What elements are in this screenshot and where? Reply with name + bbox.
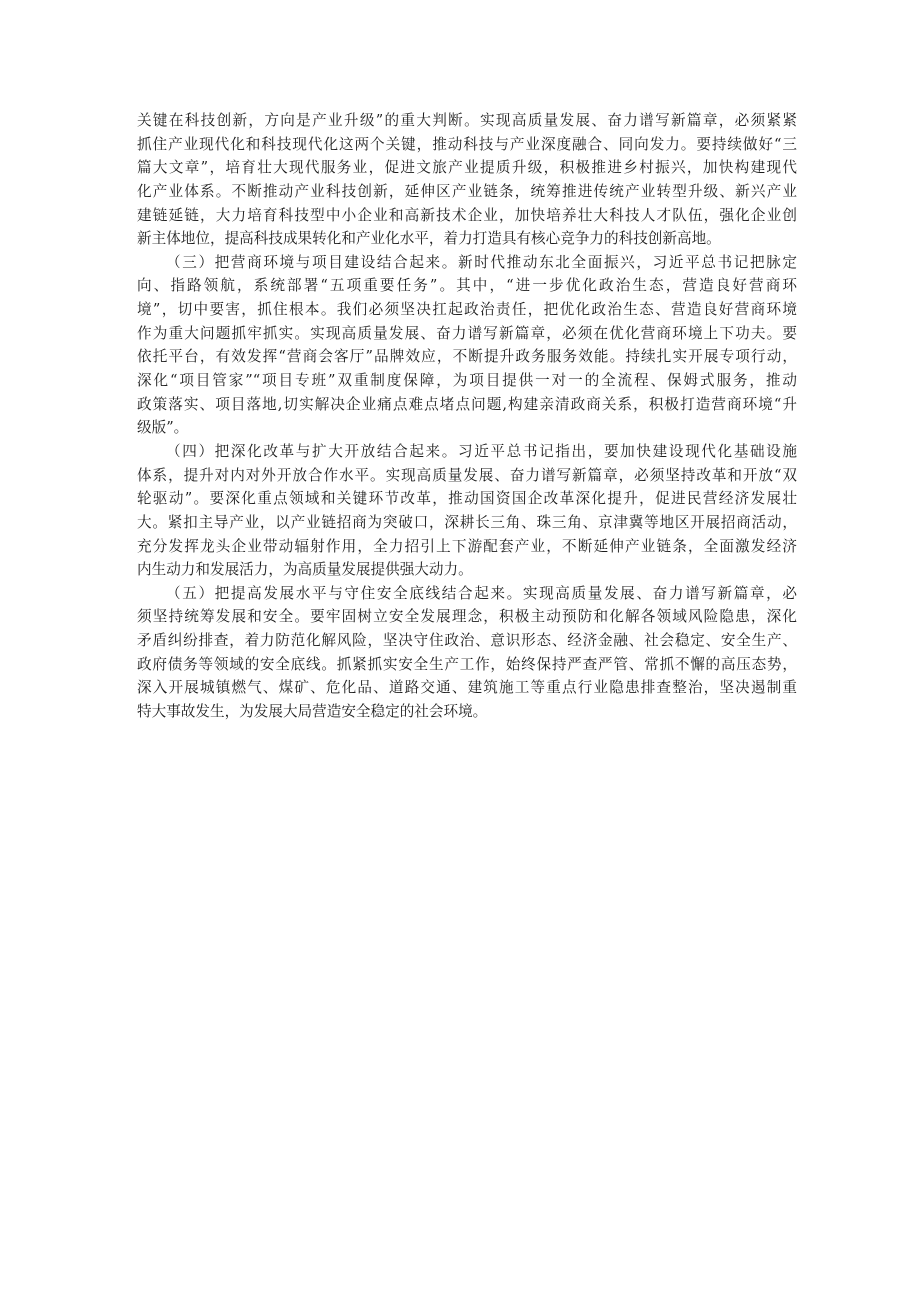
paragraph-line: 新主体地位，提高科技成果转化和产业化水平，着力打造具有核心竞争力的科技创新高地。 [137, 230, 721, 248]
paragraph-line: 矛盾纠纷排查，着力防范化解风险，坚决守住政治、意识形态、经济金融、社会稳定、安全生产、 [137, 632, 797, 650]
paragraph-line: 篇大文章”，培育壮大现代服务业，促进文旅产业提质升级，积极推进乡村振兴，加快构建现代 [137, 159, 797, 177]
paragraph-line: 境”，切中要害，抓住根本。我们必须坚决扛起政治责任，把优化政治生态、营造良好营商环境 [137, 301, 797, 319]
paragraph-industry-upgrade [137, 109, 797, 251]
paragraph-line: 级版”。 [137, 419, 189, 437]
paragraph-reform-opening [137, 440, 797, 582]
paragraph-line: 作为重大问题抓牢抓实。实现高质量发展、奋力谱写新篇章，必须在优化营商环境上下功夫。要 [137, 324, 797, 342]
paragraph-heading-line: （五）把提高发展水平与守住安全底线结合起来。实现高质量发展、奋力谱写新篇章，必 [166, 584, 797, 602]
paragraph-line: 深入开展城镇燃气、煤矿、危化品、道路交通、建筑施工等重点行业隐患排查整治，坚决遏制重 [137, 679, 797, 697]
paragraph-line: 依托平台，有效发挥“营商会客厅”品牌效应，不断提升政务服务效能。持续扎实开展专项行动， [137, 348, 797, 366]
paragraph-safety-bottom-line [137, 582, 797, 724]
paragraph-line: 特大事故发生，为发展大局营造安全稳定的社会环境。 [137, 703, 488, 721]
paragraph-line: 政府债务等领域的安全底线。抓紧抓实安全生产工作，始终保持严查严管、常抓不懈的高压态势， [137, 655, 797, 673]
paragraph-line: 充分发挥龙头企业带动辐射作用，全力招引上下游配套产业，不断延伸产业链条，全面激发经济 [137, 537, 797, 555]
paragraph-line: 化产业体系。不断推动产业科技创新，延伸区产业链条，统筹推进传统产业转型升级、新兴产业 [137, 182, 797, 200]
paragraph-line: 大。紧扣主导产业，以产业链招商为突破口，深耕长三角、珠三角、京津冀等地区开展招商活动， [137, 513, 797, 531]
paragraph-line: 体系，提升对内对外开放合作水平。实现高质量发展、奋力谱写新篇章，必须坚持改革和开放“双 [137, 466, 797, 484]
paragraph-line: 深化“项目管家”“项目专班”双重制度保障，为项目提供一对一的全流程、保姆式服务，推动 [137, 372, 797, 390]
paragraph-heading-line: （三）把营商环境与项目建设结合起来。新时代推动东北全面振兴，习近平总书记把脉定 [166, 253, 797, 271]
paragraph-line: 抓住产业现代化和科技现代化这两个关键，推动科技与产业深度融合、同向发力。要持续做好“三 [137, 135, 797, 153]
paragraph-line: 向、指路领航，系统部署“五项重要任务”。其中，“进一步优化政治生态，营造良好营商环 [137, 277, 797, 295]
paragraph-business-environment [137, 251, 797, 440]
paragraph-line: 轮驱动”。要深化重点领域和关键环节改革，推动国资国企改革深化提升，促进民营经济发展壮 [137, 490, 797, 508]
document-body [137, 109, 797, 724]
paragraph-line: 关键在科技创新，方向是产业升级”的重大判断。实现高质量发展、奋力谱写新篇章，必须紧紧 [137, 112, 797, 129]
paragraph-line: 内生动力和发展活力，为高质量发展提供强大动力。 [137, 561, 473, 579]
paragraph-line: 政策落实、项目落地,切实解决企业痛点难点堵点问题,构建亲清政商关系，积极打造营商环境“升 [137, 395, 797, 413]
paragraph-line: 建链延链，大力培育科技型中小企业和高新技术企业，加快培养壮大科技人才队伍，强化企业创 [137, 206, 797, 224]
paragraph-heading-line: （四）把深化改革与扩大开放结合起来。习近平总书记指出，要加快建设现代化基础设施 [166, 442, 797, 460]
paragraph-line: 须坚持统筹发展和安全。要牢固树立安全发展理念，积极主动预防和化解各领域风险隐患，深化 [137, 608, 797, 626]
